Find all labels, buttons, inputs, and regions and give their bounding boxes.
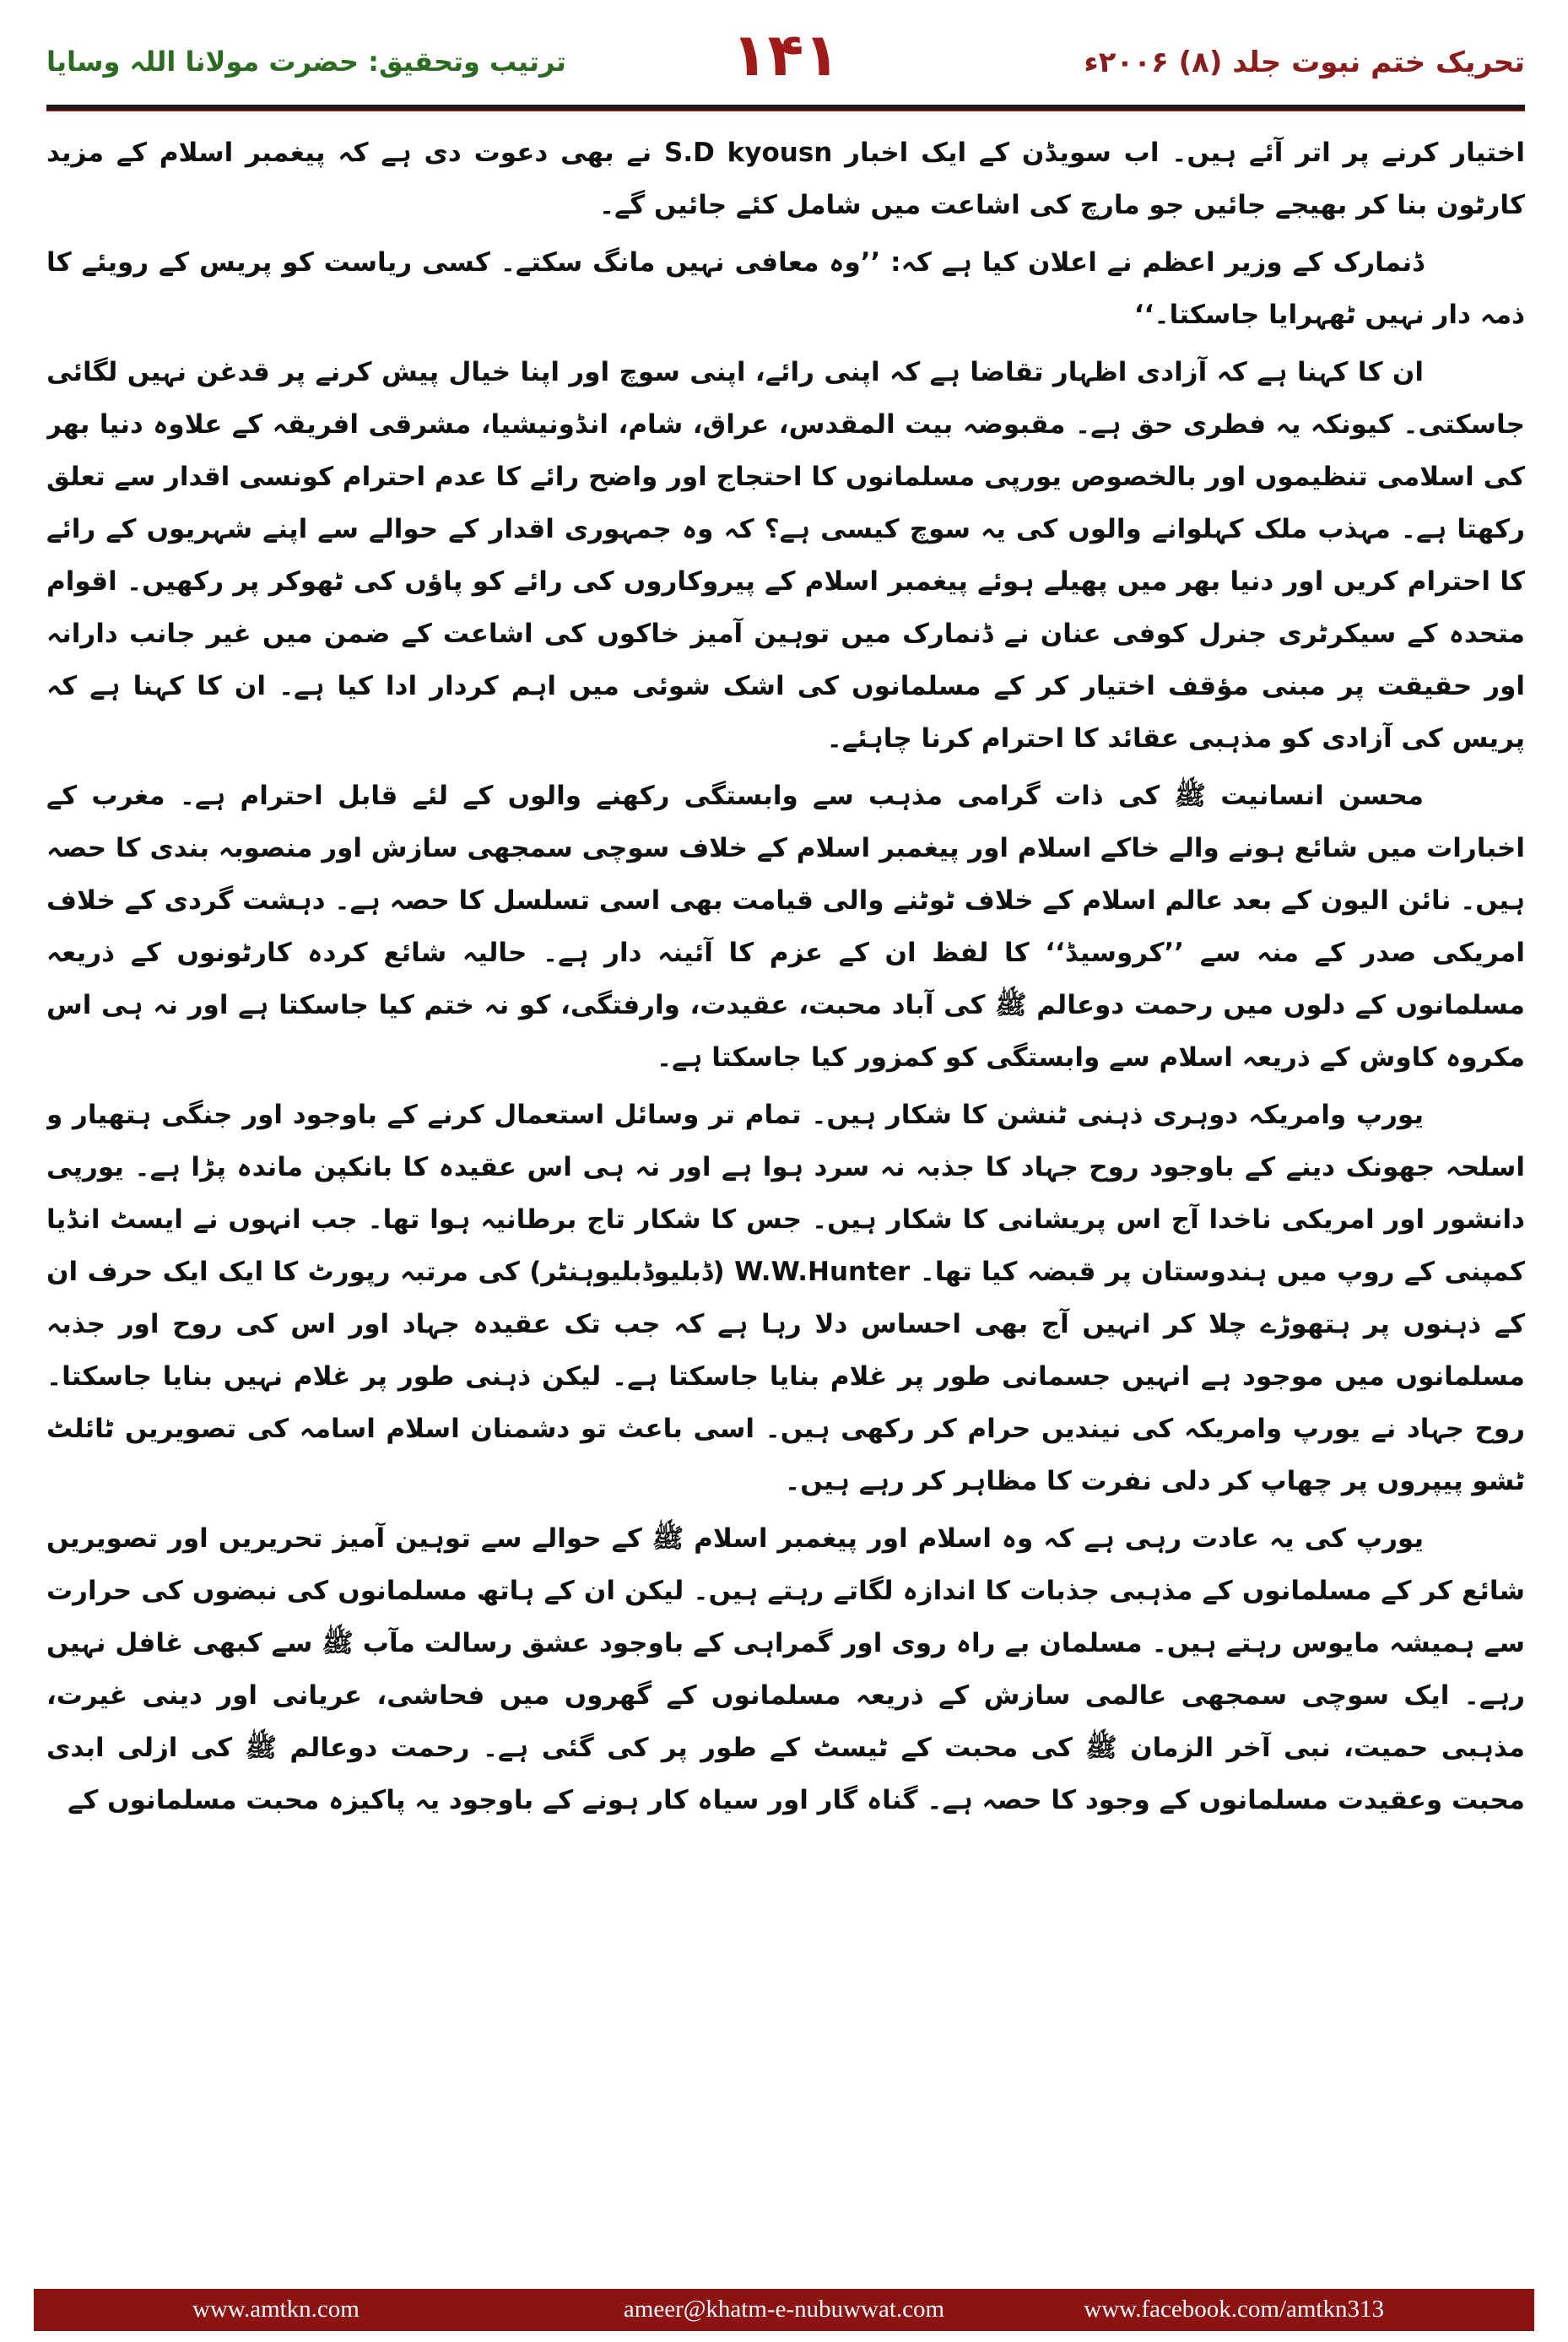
facebook-link[interactable]: www.facebook.com/amtkn313: [1084, 2296, 1384, 2323]
page-number: ۱۴۱: [731, 20, 841, 89]
page-header: [46, 15, 1525, 110]
email-link[interactable]: ameer@khatm-e-nubuwwat.com: [623, 2296, 945, 2323]
paragraph-5: یورپ وامریکہ دوہری ذہنی ٹنشن کا شکار ہیں۔ تمام تر وسائل استعمال کرنے کے باوجود اور جنگی ہتھیار و اسلحہ جھونک دینے کے باوجود روح جہاد کا جذبہ نہ سرد ہوا ہے اور نہ ہی اس عقیدہ کا بانکپن ماندہ پڑا ہے۔ یورپی دانشور اور امریکی ناخدا آج اس پریشانی کا شکار ہیں۔ جس کا شکار تاج برطانیہ ہوا تھا۔ جب انہوں نے ایسٹ انڈیا کمپنی کے روپ میں ہندوستان پر قبضہ کیا تھا۔ W.W.Hunter (ڈبلیوڈبلیوہنٹر) کی مرتبہ رپورٹ کا ایک ایک حرف ان کے ذہنوں پر ہتھوڑے چلا کر انہیں آج بھی احساس دلا رہا ہے کہ جب تک عقیدہ جہاد اور اس کی روح اور جذبہ مسلمانوں میں موجود ہے انہیں جسمانی طور پر غلام بنایا جاسکتا ہے۔ لیکن ذہنی طور پر غلام نہیں بنایا جاسکتا۔ روح جہاد نے یورپ وامریکہ کی نیندیں حرام کر رکھی ہیں۔ اسی باعث تو دشمنان اسلام اسامہ کی تصویریں ٹائلٹ ٹشو پیپروں پر چھاپ کر دلی نفرت کا مظاہر کر رہے ہیں۔: [46, 1100, 1525, 1496]
compiler-credit: ترتیب وتحقیق: حضرت مولانا اللہ وسایا: [46, 46, 566, 78]
paragraph-6: یورپ کی یہ عادت رہی ہے کہ وہ اسلام اور پیغمبر اسلام ﷺ کے حوالے سے توہین آمیز تحریریں اور تصویریں شائع کر کے مسلمانوں کے مذہبی جذبات کا اندازہ لگاتے رہتے ہیں۔ لیکن ان کے ہاتھ مسلمانوں کی نبضوں کی حرارت سے ہمیشہ مایوس رہتے ہیں۔ مسلمان بے راہ روی اور گمراہی کے باوجود عشق رسالت مآب ﷺ سے کبھی غافل نہیں رہے۔ ایک سوچی سمجھی عالمی سازش کے ذریعہ مسلمانوں کے گھروں میں فحاشی، عریانی اور دینی غیرت، مذہبی حمیت، نبی آخر الزمان ﷺ کی محبت کے ٹیسٹ کے طور پر کی گئی ہے۔ رحمت دوعالم ﷺ کی ازلی ابدی محبت وعقیدت مسلمانوں کے وجود کا حصہ ہے۔ گناہ گار اور سیاہ کار ہونے کے باوجود یہ پاکیزہ محبت مسلمانوں کے: [46, 1523, 1525, 1815]
paragraph-2: ڈنمارک کے وزیر اعظم نے اعلان کیا ہے کہ: ’’وہ معافی نہیں مانگ سکتے۔ کسی ریاست کو پریس کے رویئے کا ذمہ دار نہیں ٹھہرایا جاسکتا۔‘‘: [46, 247, 1525, 330]
book-title: تحریک ختم نبوت جلد (۸) ۲۰۰۶ء: [1084, 46, 1525, 79]
paragraph-1: اختیار کرنے پر اتر آئے ہیں۔ اب سویڈن کے ایک اخبار S.D kyousn نے بھی دعوت دی ہے کہ پیغمبر اسلام کے مزید کارٹون بنا کر بھیجے جائیں جو مارچ کی اشاعت میں شامل کئے جائیں گے۔: [46, 138, 1525, 220]
website-link[interactable]: www.amtkn.com: [192, 2296, 360, 2323]
paragraph-3: ان کا کہنا ہے کہ آزادی اظہار تقاضا ہے کہ اپنی رائے، اپنی سوچ اور اپنا خیال پیش کرنے پر قدغن نہیں لگائی جاسکتی۔ کیونکہ یہ فطری حق ہے۔ مقبوضہ بیت المقدس، عراق، شام، انڈونیشیا، مشرقی افریقہ کے علاوہ دنیا بھر کی اسلامی تنظیموں اور بالخصوص یورپی مسلمانوں کا احتجاج اور واضح رائے کا عدم احترام کونسی اقدار سے تعلق رکھتا ہے۔ مہذب ملک کہلوانے والوں کی یہ سوچ کیسی ہے؟ کہ وہ جمہوری اقدار کے حوالے سے اپنے شہریوں کے رائے کا احترام کریں اور دنیا بھر میں پھیلے ہوئے پیغمبر اسلام کے پیروکاروں کی رائے کو پاؤں کی ٹھوکر پر رکھیں۔ اقوام متحدہ کے سیکرٹری جنرل کوفی عنان نے ڈنمارک میں توہین آمیز خاکوں کی اشاعت کے ضمن میں غیر جانب دارانہ اور حقیقت پر مبنی مؤقف اختیار کر کے مسلمانوں کی اشک شوئی میں اہم کردار ادا کیا ہے۔ ان کا کہنا ہے کہ پریس کی آزادی کو مذہبی عقائد کا احترام کرنا چاہئے۔: [46, 357, 1525, 754]
paragraph-4: محسن انسانیت ﷺ کی ذات گرامی مذہب سے وابستگی رکھنے والوں کے لئے قابل احترام ہے۔ مغرب کے اخبارات میں شائع ہونے والے خاکے اسلام اور پیغمبر اسلام کے خلاف سوچی سمجھی سازش اور منصوبہ بندی کا حصہ ہیں۔ نائن الیون کے بعد عالم اسلام کے خلاف ٹوٹنے والی قیامت بھی اسی تسلسل کا حصہ ہے۔ دہشت گردی کے خلاف امریکی صدر کے منہ سے ’’کروسیڈ‘‘ کا لفظ ان کے عزم کا آئینہ دار ہے۔ حالیہ شائع کردہ کارٹونوں کے ذریعہ مسلمانوں کے دلوں میں رحمت دوعالم ﷺ کی آباد محبت، عقیدت، وارفتگی، کو نہ ختم کیا جاسکتا ہے اور نہ ہی اس مکروہ کاوش کے ذریعہ اسلام سے وابستگی کو کمزور کیا جاسکتا ہے۔: [46, 781, 1525, 1073]
page-footer: [34, 2289, 1534, 2331]
header-divider: [46, 105, 1525, 111]
article-body: [46, 127, 1525, 2262]
